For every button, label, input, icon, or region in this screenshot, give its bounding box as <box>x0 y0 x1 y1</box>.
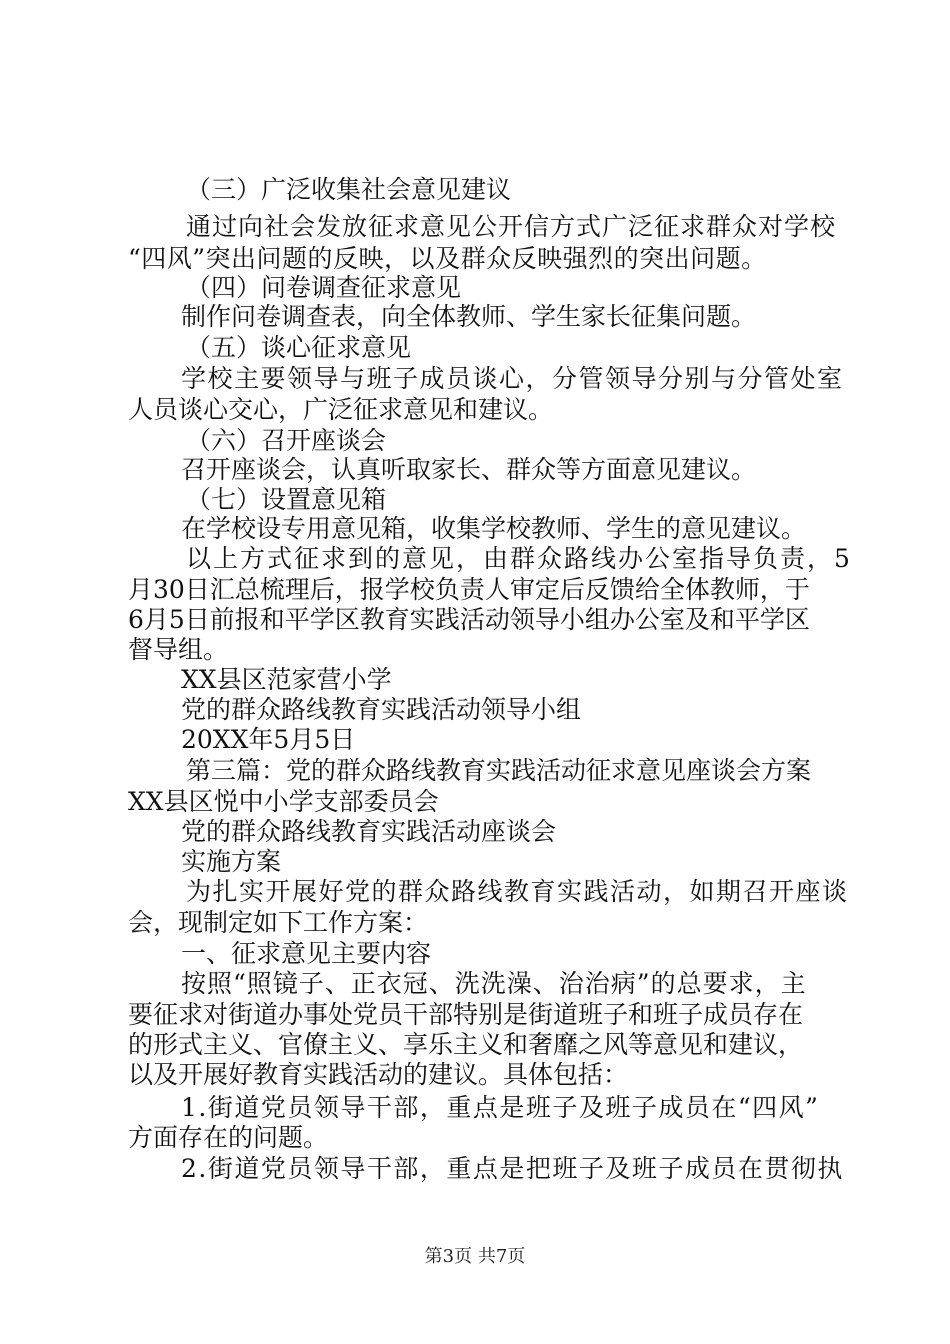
text-line: 召开座谈会，认真听取家长、群众等方面意见建议。 <box>181 455 757 484</box>
text-line: 2.街道党员领导干部，重点是把班子及班子成员在贯彻执 <box>181 1154 844 1183</box>
text-line: 学校主要领导与班子成员谈心，分管领导分别与分管处室 <box>181 364 844 393</box>
text-line: 实施方案 <box>181 847 282 876</box>
text-line: 在学校设专用意见箱，收集学校教师、学生的意见建议。 <box>181 514 807 543</box>
text-line: （四）问卷调查征求意见 <box>186 273 462 302</box>
text-line: “四风”突出问题的反映，以及群众反映强烈的突出问题。 <box>128 244 767 273</box>
text-line: 1.街道党员领导干部，重点是班子及班子成员在“四风” <box>181 1093 820 1122</box>
text-line: 要征求对街道办事处党员干部特别是街道班子和班子成员存在 <box>128 1000 804 1029</box>
text-line: 为扎实开展好党的群众路线教育实践活动，如期召开座谈 <box>186 877 849 906</box>
text-line: 党的群众路线教育实践活动领导小组 <box>181 695 582 724</box>
text-line: 督导组。 <box>128 635 229 664</box>
text-line: 按照“照镜子、正衣冠、洗洗澡、治治病”的总要求，主 <box>181 969 807 998</box>
text-line: 通过向社会发放征求意见公开信方式广泛征求群众对学校 <box>186 212 837 241</box>
text-line: XX县区悦中小学支部委员会 <box>128 787 439 816</box>
text-line: XX县区范家营小学 <box>181 665 392 694</box>
text-line: （七）设置意见箱 <box>186 485 387 514</box>
text-line: 制作问卷调查表，向全体教师、学生家长征集问题。 <box>181 302 757 331</box>
text-line: 一、征求意见主要内容 <box>181 939 432 968</box>
text-line: （五）谈心征求意见 <box>186 333 412 362</box>
text-line: 人员谈心交心，广泛征求意见和建议。 <box>128 395 554 424</box>
text-line: 第三篇：党的群众路线教育实践活动征求意见座谈会方案 <box>186 756 812 785</box>
text-line: 党的群众路线教育实践活动座谈会 <box>181 817 557 846</box>
text-line: 以上方式征求到的意见，由群众路线办公室指导负责，5 <box>186 544 852 573</box>
text-line: （三）广泛收集社会意见建议 <box>186 175 512 204</box>
text-line: 20XX年5月5日 <box>181 725 356 754</box>
text-line: 月30日汇总梳理后，报学校负责人审定后反馈给全体教师，于 <box>128 575 810 604</box>
text-line: 的形式主义、官僚主义、享乐主义和奢靡之风等意见和建议， <box>128 1030 804 1059</box>
text-line: 方面存在的问题。 <box>128 1123 329 1152</box>
text-line: 会，现制定如下工作方案： <box>128 908 429 937</box>
text-line: 以及开展好教育实践活动的建议。具体包括： <box>128 1060 629 1089</box>
text-line: 6月5日前报和平学区教育实践活动领导小组办公室及和平学区 <box>128 605 810 634</box>
page-number-footer: 第3页 共7页 <box>424 1246 526 1267</box>
text-line: （六）召开座谈会 <box>186 426 387 455</box>
